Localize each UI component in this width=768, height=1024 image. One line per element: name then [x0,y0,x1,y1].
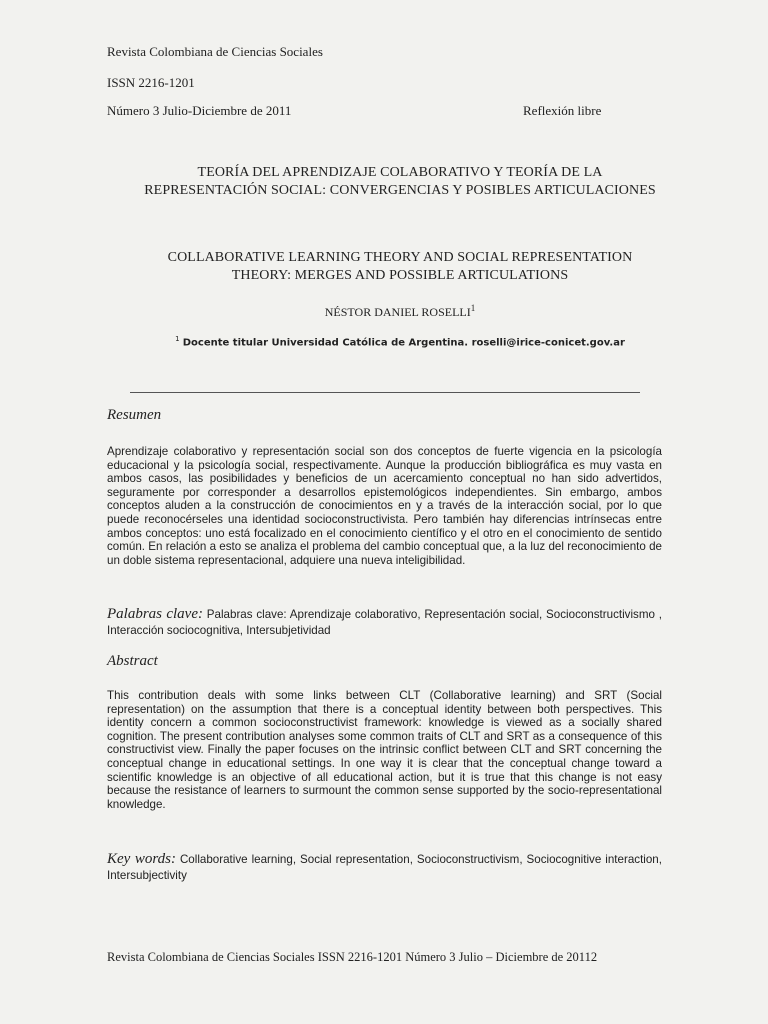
title-english-line-1: COLLABORATIVE LEARNING THEORY AND SOCIAL REPRESENTATION [167,250,633,265]
title-spanish-line-1: TEORÍA DEL APRENDIZAJE COLABORATIVO Y TEORÍA DE LA [197,165,603,180]
divider [130,392,640,393]
resumen-heading: Resumen [107,407,162,423]
resumen-body: Aprendizaje colaborativo y representación social son dos conceptos de fuerte vigencia en la psicología educacional y la psicología social, respectivamente. Aunque la producción bibliográfica es muy vasta en ambos casos, las posibilidades y beneficios de un acercamiento conceptual no han sido advertidos, seguramente por corresponder a desarrollos epistemológicos independientes. Sin embargo, ambos conceptos aluden a la construcción de conocimientos en y a través de la interacción social, por lo que puede reconocérseles una identidad socioconstructivista. Pero también hay diferencias intrínsecas entre ambos conceptos: uno está focalizado en el conocimiento científico y el otro en el conocimiento de sentido común. En relación a esto se analiza el problema del cambio conceptual que, a la luz del reconocimiento de un doble sistema representacional, adquiere una nueva inteligibilidad. [107,445,662,567]
section-type: Reflexión libre [523,103,602,118]
journal-name: Revista Colombiana de Ciencias Sociales [107,44,323,59]
palabras-clave: Palabras clave: Palabras clave: Aprendizaje colaborativo, Representación social, Socioconstructivismo , Interacción sociocognitiva, Intersubjetividad [107,606,662,637]
abstract-body: This contribution deals with some links between CLT (Collaborative learning) and SRT (Social representation) on the assumption that there is a conceptual identity between both perspectives. This identity concern a common socioconstructivist framework: knowledge is viewed as a socially shared cognition. The present contribution analyses some common traits of CLT and SRT as a consequence of this constructivist view. Finally the paper focuses on the intrinsic conflict between CLT and SRT concerning the conceptual change in educational settings. In one way it is clear that the conceptual change toward a scientific knowledge is an objective of all educational action, but it is true that this change is not easy because the resistance of learners to surmount the common sense supported by the socio-representational knowledge. [107,689,662,811]
author [90,303,710,320]
key-words-text: Collaborative learning, Social representation, Socioconstructivism, Sociocognitive interaction, Intersubjectivity [107,853,662,882]
issue-info: Número 3 Julio-Diciembre de 2011 [107,103,292,118]
affiliation [90,335,710,348]
page-footer: Revista Colombiana de Ciencias Sociales ISSN 2216-1201 Número 3 Julio – Diciembre de 20112 [107,950,598,964]
title-spanish [90,164,710,200]
palabras-clave-label: Palabras clave [107,606,198,622]
key-words: Key words: Collaborative learning, Social representation, Socioconstructivism, Sociocognitive interaction, Intersubjectivity [107,851,662,882]
author-name: NÉSTOR DANIEL ROSELLI [324,305,471,319]
affiliation-mark: 1 [175,335,180,343]
key-words-label: Key words [107,851,171,867]
title-english-line-2: THEORY: MERGES AND POSSIBLE ARTICULATIONS [231,268,569,283]
abstract-heading: Abstract [107,653,158,669]
affiliation-text: Docente titular Universidad Católica de Argentina. roselli@irice-conicet.gov.ar [182,337,625,349]
title-english [90,249,710,285]
author-footnote-mark: 1 [470,303,476,313]
issn: ISSN 2216-1201 [107,75,195,90]
palabras-clave-text: Palabras clave: Aprendizaje colaborativo, Representación social, Socioconstructivismo , Interacción sociocognitiva, Intersubjetividad [107,608,662,637]
title-spanish-line-2: REPRESENTACIÓN SOCIAL: CONVERGENCIAS Y POSIBLES ARTICULACIONES [144,183,656,198]
